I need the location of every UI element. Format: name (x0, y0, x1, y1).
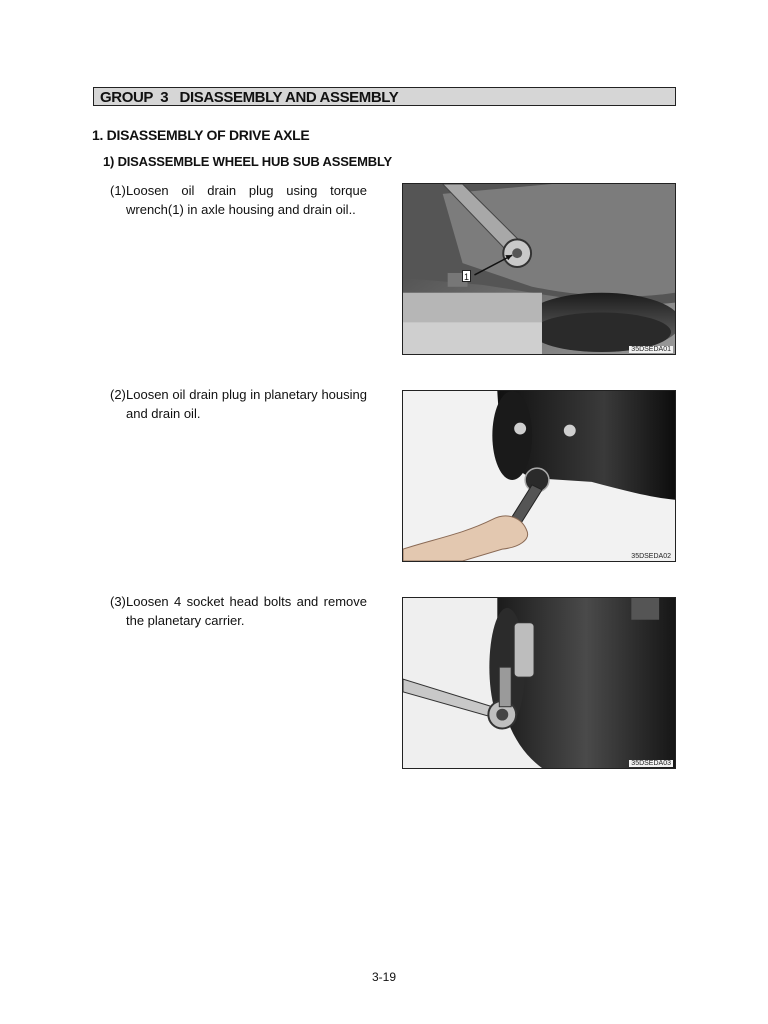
step-2-photo (402, 390, 676, 562)
step-text: Loosen oil drain plug in planetary housing and drain oil. (126, 387, 367, 421)
section-subtitle: 1) DISASSEMBLE WHEEL HUB SUB ASSEMBLY (103, 154, 392, 169)
step-text: Loosen 4 socket head bolts and remove the planetary carrier. (126, 594, 367, 628)
planetary-housing-drain-image (403, 391, 675, 561)
planetary-carrier-bolts-image (403, 598, 675, 768)
photo-code: 35DSEDA03 (631, 760, 671, 767)
step-3 (110, 592, 367, 630)
axle-housing-wrench-image (403, 184, 675, 354)
group-title-bar: GROUP 3 DISASSEMBLY AND ASSEMBLY (93, 87, 676, 106)
step-2 (110, 385, 367, 423)
callout-label: 1 (463, 272, 469, 282)
step-number: (3) (110, 594, 126, 609)
section-title: 1. DISASSEMBLY OF DRIVE AXLE (92, 127, 310, 143)
step-1 (110, 181, 367, 219)
photo-code: 35DSEDA01 (631, 346, 671, 353)
page-number: 3-19 (371, 970, 397, 984)
step-3-photo (402, 597, 676, 769)
photo-code: 35DSEDA02 (631, 553, 671, 560)
step-1-photo (402, 183, 676, 355)
step-number: (1) (110, 183, 126, 198)
step-text: Loosen oil drain plug using torque wrench(1) in axle housing and drain oil.. (126, 183, 367, 217)
step-number: (2) (110, 387, 126, 402)
